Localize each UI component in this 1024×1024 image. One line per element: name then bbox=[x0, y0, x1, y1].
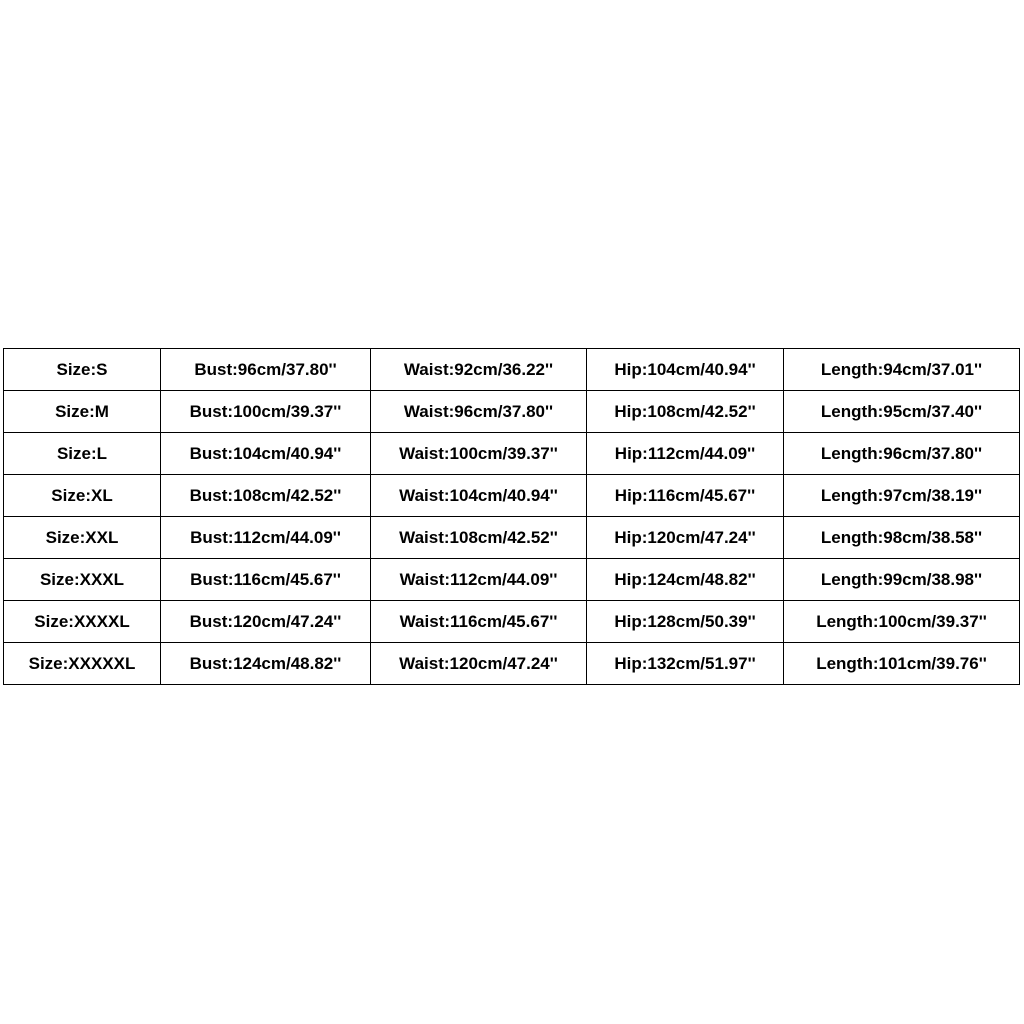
hip-cell: Hip:124cm/48.82'' bbox=[587, 559, 784, 601]
hip-cell: Hip:108cm/42.52'' bbox=[587, 391, 784, 433]
bust-cell: Bust:108cm/42.52'' bbox=[161, 475, 371, 517]
waist-cell: Waist:92cm/36.22'' bbox=[371, 349, 587, 391]
size-cell: Size:XXXL bbox=[4, 559, 161, 601]
length-cell: Length:99cm/38.98'' bbox=[784, 559, 1020, 601]
size-cell: Size:S bbox=[4, 349, 161, 391]
length-cell: Length:98cm/38.58'' bbox=[784, 517, 1020, 559]
table-row bbox=[4, 517, 1020, 559]
bust-cell: Bust:112cm/44.09'' bbox=[161, 517, 371, 559]
length-cell: Length:97cm/38.19'' bbox=[784, 475, 1020, 517]
bust-cell: Bust:124cm/48.82'' bbox=[161, 643, 371, 685]
size-cell: Size:XL bbox=[4, 475, 161, 517]
hip-cell: Hip:120cm/47.24'' bbox=[587, 517, 784, 559]
table-row bbox=[4, 643, 1020, 685]
bust-cell: Bust:100cm/39.37'' bbox=[161, 391, 371, 433]
hip-cell: Hip:128cm/50.39'' bbox=[587, 601, 784, 643]
table-row bbox=[4, 433, 1020, 475]
size-cell: Size:XXXXL bbox=[4, 601, 161, 643]
waist-cell: Waist:108cm/42.52'' bbox=[371, 517, 587, 559]
length-cell: Length:100cm/39.37'' bbox=[784, 601, 1020, 643]
length-cell: Length:96cm/37.80'' bbox=[784, 433, 1020, 475]
length-cell: Length:95cm/37.40'' bbox=[784, 391, 1020, 433]
length-cell: Length:101cm/39.76'' bbox=[784, 643, 1020, 685]
table-row bbox=[4, 349, 1020, 391]
bust-cell: Bust:104cm/40.94'' bbox=[161, 433, 371, 475]
table-row bbox=[4, 559, 1020, 601]
length-cell: Length:94cm/37.01'' bbox=[784, 349, 1020, 391]
bust-cell: Bust:96cm/37.80'' bbox=[161, 349, 371, 391]
size-cell: Size:XXL bbox=[4, 517, 161, 559]
table-row bbox=[4, 601, 1020, 643]
bust-cell: Bust:116cm/45.67'' bbox=[161, 559, 371, 601]
bust-cell: Bust:120cm/47.24'' bbox=[161, 601, 371, 643]
waist-cell: Waist:120cm/47.24'' bbox=[371, 643, 587, 685]
waist-cell: Waist:100cm/39.37'' bbox=[371, 433, 587, 475]
waist-cell: Waist:96cm/37.80'' bbox=[371, 391, 587, 433]
table-row bbox=[4, 391, 1020, 433]
size-cell: Size:L bbox=[4, 433, 161, 475]
size-cell: Size:XXXXXL bbox=[4, 643, 161, 685]
size-chart-table bbox=[3, 348, 1020, 685]
hip-cell: Hip:116cm/45.67'' bbox=[587, 475, 784, 517]
hip-cell: Hip:104cm/40.94'' bbox=[587, 349, 784, 391]
size-cell: Size:M bbox=[4, 391, 161, 433]
waist-cell: Waist:104cm/40.94'' bbox=[371, 475, 587, 517]
hip-cell: Hip:132cm/51.97'' bbox=[587, 643, 784, 685]
waist-cell: Waist:116cm/45.67'' bbox=[371, 601, 587, 643]
table-row bbox=[4, 475, 1020, 517]
hip-cell: Hip:112cm/44.09'' bbox=[587, 433, 784, 475]
waist-cell: Waist:112cm/44.09'' bbox=[371, 559, 587, 601]
